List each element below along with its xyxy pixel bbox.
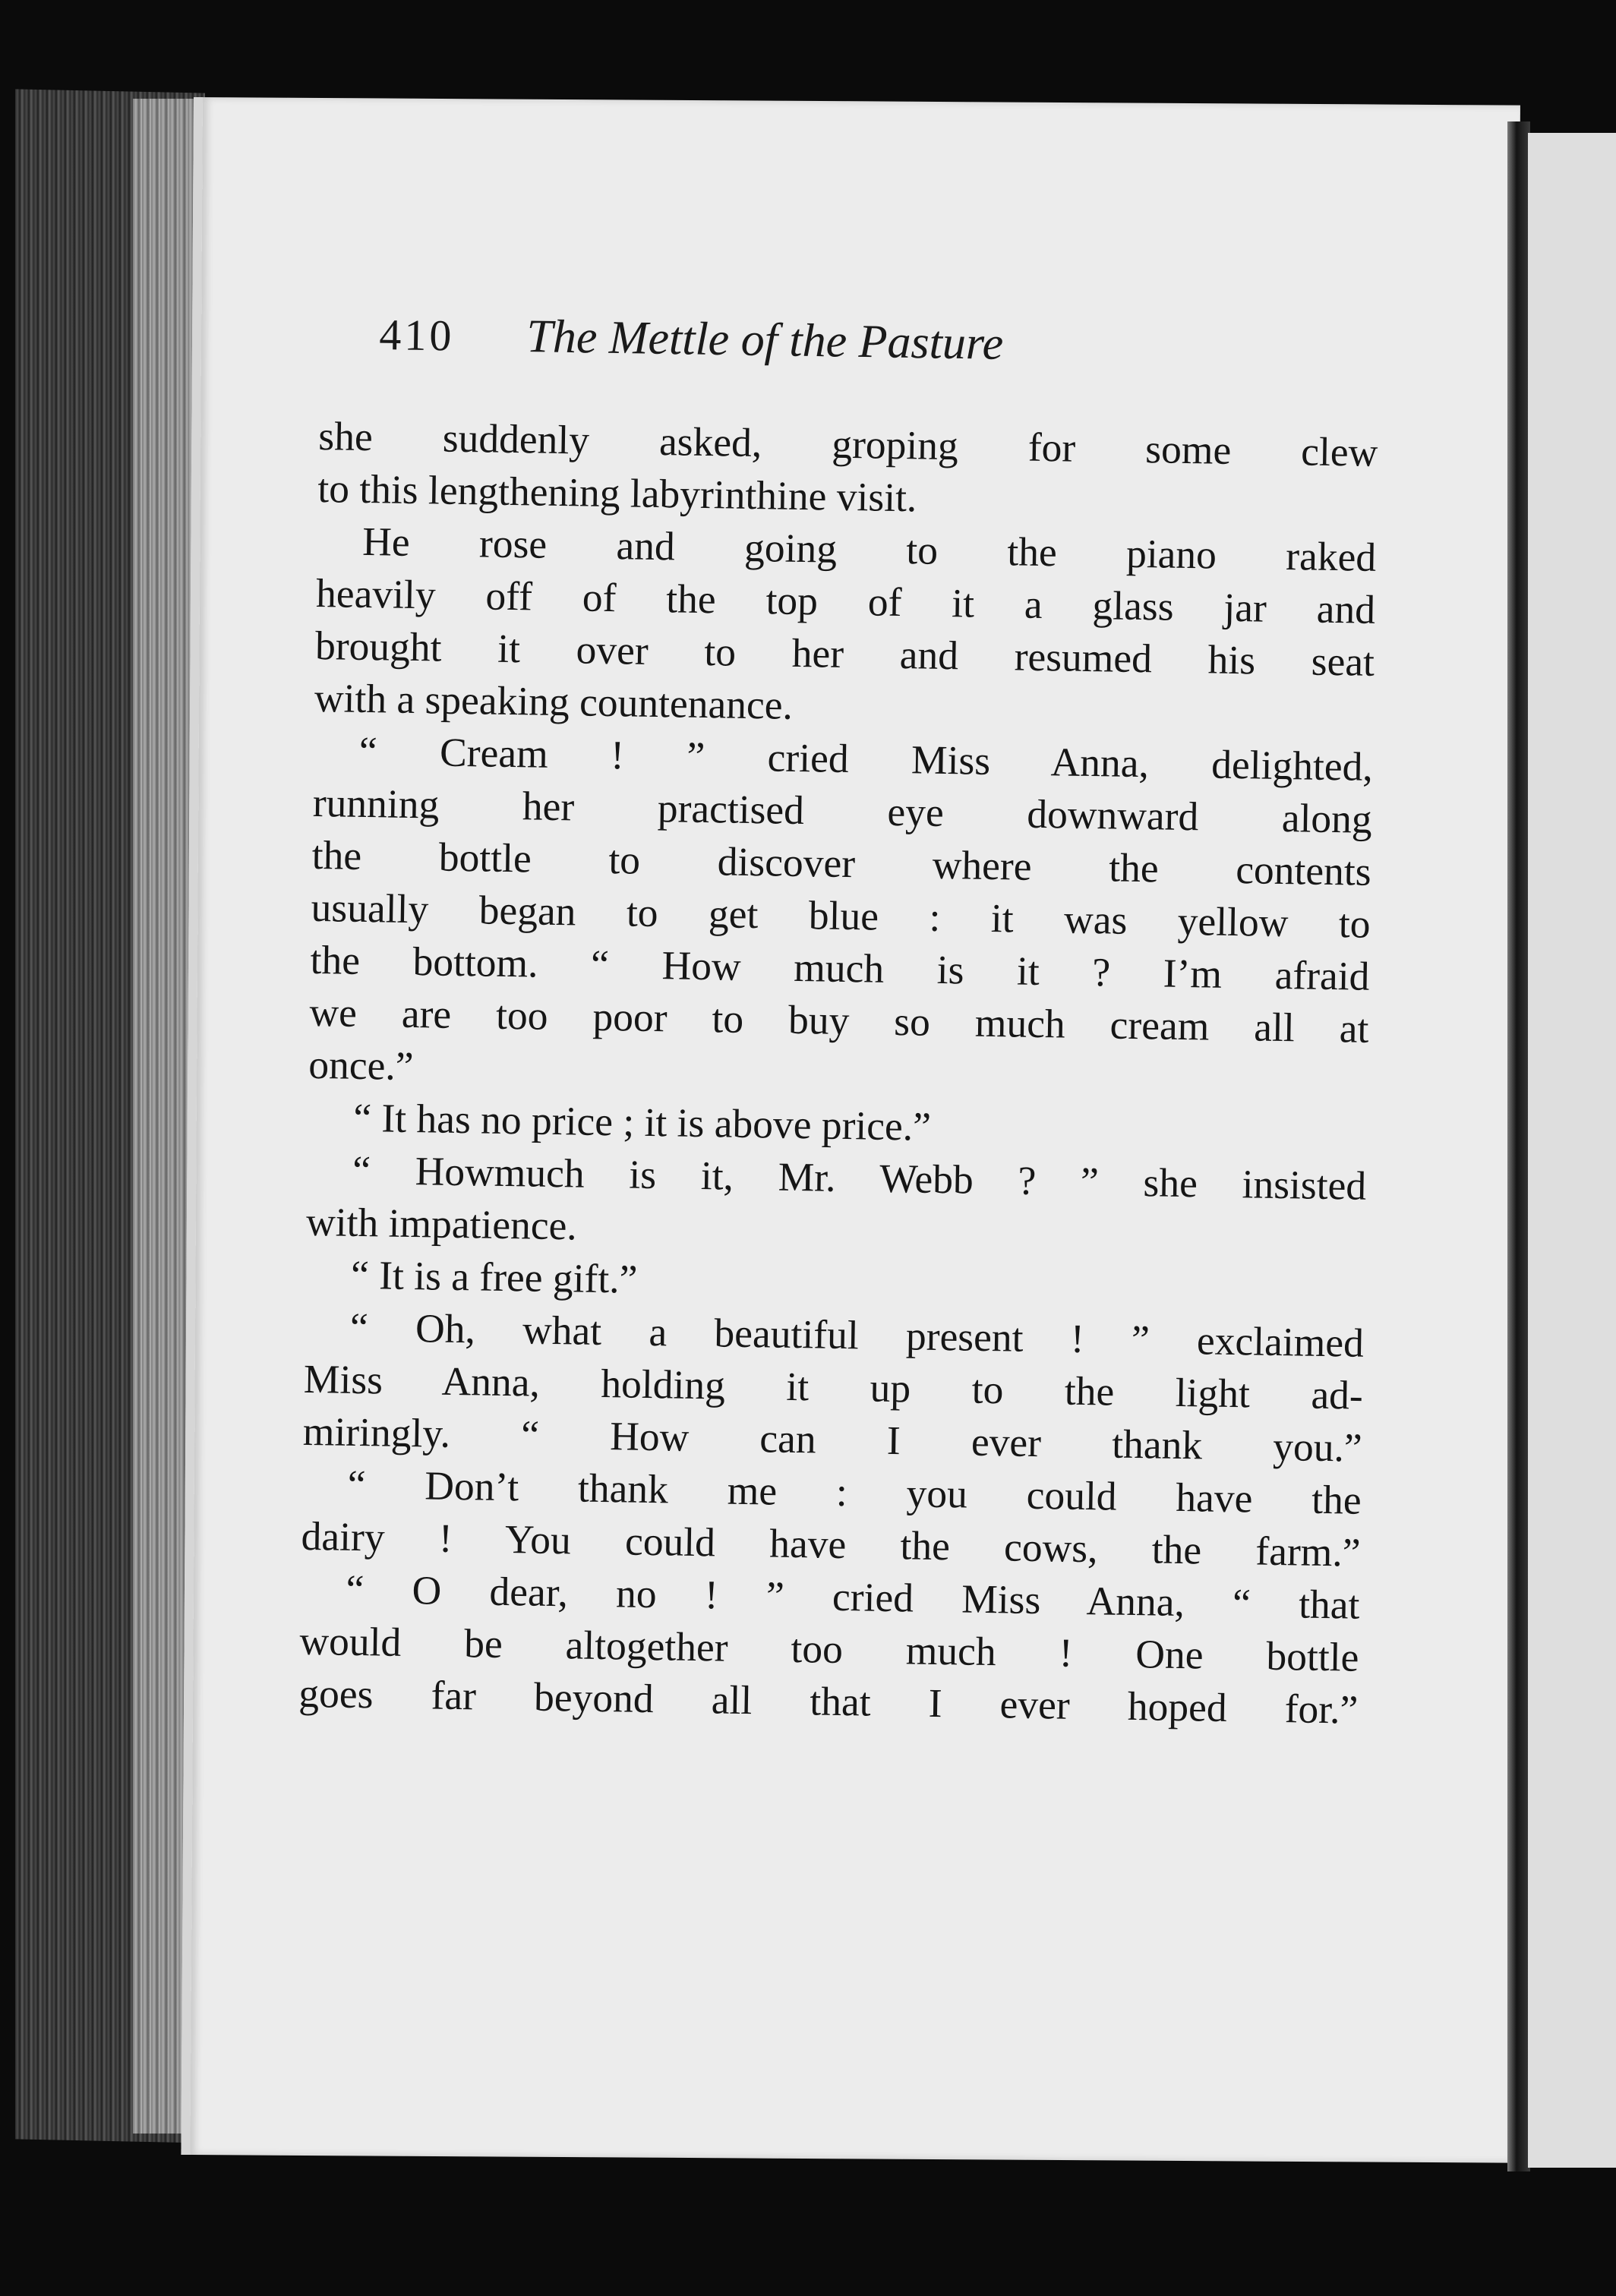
text-line: to this lengthening labyrinthine visit. [317,465,917,521]
text-line: goes far beyond all that I ever hoped for.” [298,1670,1359,1733]
text-line: “ O dear, no ! ” cried Miss Anna, “ that [346,1566,1360,1628]
text-line: with impatience. [305,1198,578,1249]
text-line: with a speaking countenance. [314,674,794,728]
text-line: running her practised eye downward along [312,779,1373,842]
running-title: The Mettle of the Pasture [526,311,1004,370]
text-line: “ It has no price ; it is above price.” [352,1094,932,1150]
text-line: “ Don’t thank me : you could have the [347,1461,1362,1523]
book-gutter [1507,121,1530,2171]
text-line: heavily off of the top of it a glass jar and [315,569,1376,632]
text-line: once.” [308,1041,415,1090]
text-line: usually began to get blue : it was yellow to [311,884,1371,947]
text-line: “ Oh, what a beautiful present ! ” exclaimed [349,1304,1365,1366]
text-line: dairy ! You could have the cows, the farm.” [301,1512,1362,1575]
facing-page [1528,133,1616,2168]
text-line: “ Cream ! ” cried Miss Anna, delighted, [358,727,1374,790]
page-number: 410 [378,309,455,361]
text-line: He rose and going to the piano raked [361,518,1377,580]
text-line: we are too poor to buy so much cream all at [309,989,1369,1052]
text-line: miringly. “ How can I ever thank you.” [302,1408,1363,1471]
text-line: “ Howmuch is it, Mr. Webb ? ” she insisted [352,1146,1367,1209]
text-line: she suddenly asked, groping for some clew [317,412,1378,475]
text-line: would be altogether too much ! One bottle [299,1617,1359,1680]
body-text [298,410,1382,1736]
text-line: brought it over to her and resumed his seat [314,622,1375,685]
text-line: “ It is a free gift.” [350,1251,638,1302]
text-line: the bottle to discover where the contents [311,831,1372,894]
text-line: Miss Anna, holding it up to the light ad- [303,1355,1364,1418]
text-line: the bottom. “ How much is it ? I’m afraid [310,936,1370,999]
